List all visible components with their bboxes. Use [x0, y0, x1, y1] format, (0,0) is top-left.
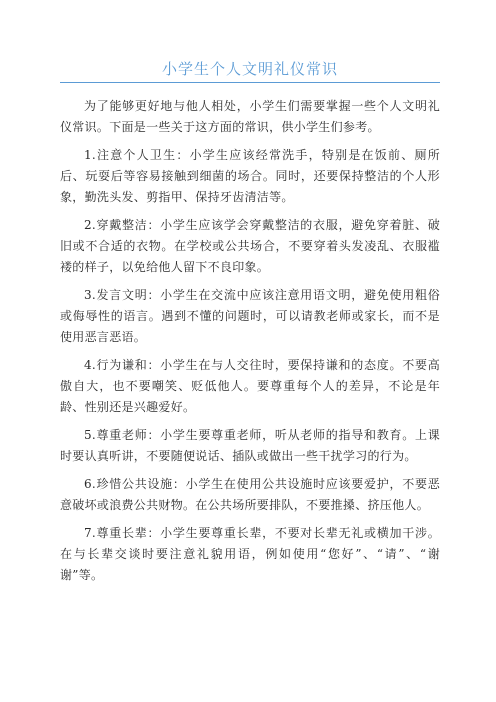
item-neat-dress: 2.穿戴整洁：小学生应该学会穿戴整洁的衣服，避免穿着脏、破旧或不合适的衣物。在学校或公共场合，不要穿着头发凌乱、衣服褴褛的样子，以免给他人留下不良印象。	[60, 218, 440, 274]
document-body	[60, 96, 440, 593]
title-divider	[60, 82, 440, 83]
intro-paragraph: 为了能够更好地与他人相处，小学生们需要掌握一些个人文明礼仪常识。下面是一些关于这方面的常识，供小学生们参考。	[60, 99, 440, 134]
item-respect-teachers: 5.尊重老师：小学生要尊重老师，听从老师的指导和教育。上课时要认真听讲，不要随便说话、插队或做出一些干扰学习的行为。	[60, 428, 440, 463]
item-modest-behavior: 4.行为谦和：小学生在与人交往时，要保持谦和的态度。不要高傲自大，也不要嘲笑、贬低他人。要尊重每个人的差异，不论是年龄、性别还是兴趣爱好。	[60, 358, 440, 414]
item-public-facilities: 6.珍惜公共设施：小学生在使用公共设施时应该要爱护，不要恶意破坏或浪费公共财物。在公共场所要排队，不要推搡、挤压他人。	[60, 477, 440, 512]
item-civil-speech: 3.发言文明：小学生在交流中应该注意用语文明，避免使用粗俗或侮辱性的语言。遇到不懂的问题时，可以请教老师或家长，而不是使用恶言恶语。	[60, 288, 440, 344]
document-title: 小学生个人文明礼仪常识	[161, 60, 338, 78]
item-respect-elders: 7.尊重长辈：小学生要尊重长辈，不要对长辈无礼或横加干涉。在与长辈交谈时要注意礼貌用语，例如使用“您好”、“请”、“谢谢”等。	[60, 526, 440, 582]
item-personal-hygiene: 1.注意个人卫生：小学生应该经常洗手，特别是在饭前、厕所后、玩耍后等容易接触到细菌的场合。同时，还要保持整洁的个人形象，勤洗头发、剪指甲、保持牙齿清洁等。	[60, 148, 440, 204]
